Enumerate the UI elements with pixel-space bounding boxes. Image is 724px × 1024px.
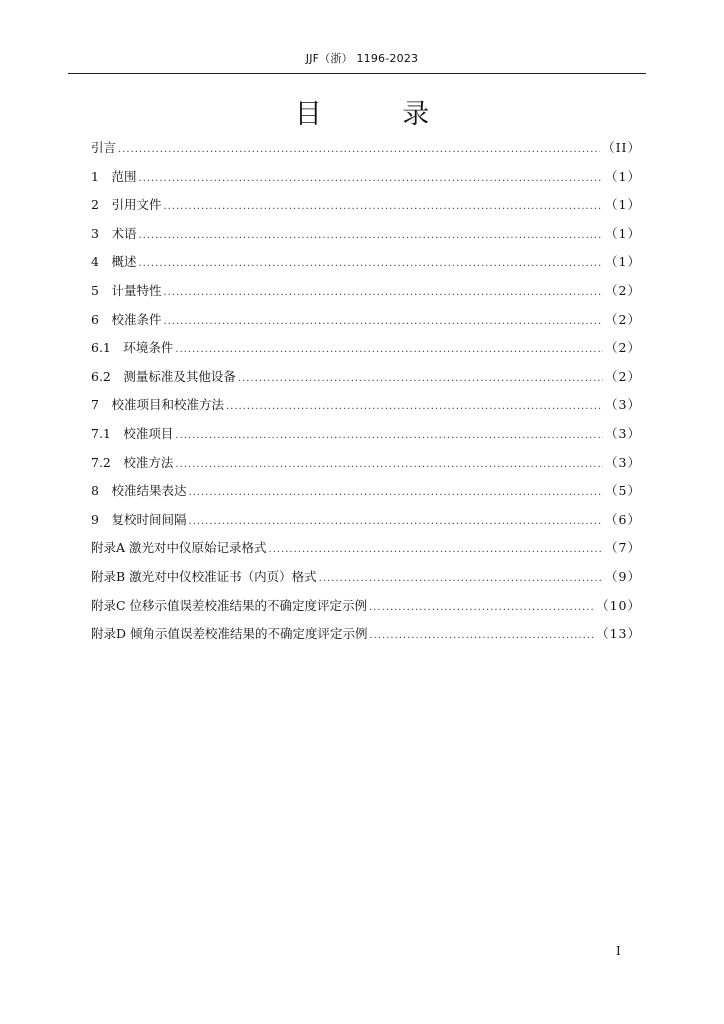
toc-entry-label: 8 校准结果表达 bbox=[91, 483, 187, 499]
toc-leader-dots bbox=[226, 393, 603, 422]
toc-entry-label: 附录C 位移示值误差校准结果的不确定度评定示例 bbox=[91, 597, 368, 613]
toc-entry-label: 5 计量特性 bbox=[91, 282, 162, 298]
table-of-contents bbox=[91, 134, 641, 649]
document-code-header: JJF（浙） 1196-2023 bbox=[305, 52, 419, 65]
toc-entry[interactable] bbox=[91, 620, 641, 649]
toc-entry-label: 6.2 测量标准及其他设备 bbox=[91, 368, 236, 384]
toc-leader-dots bbox=[319, 565, 603, 594]
toc-leader-dots bbox=[163, 193, 603, 222]
toc-entry[interactable] bbox=[91, 420, 641, 449]
toc-leader-dots bbox=[118, 136, 600, 165]
toc-entry[interactable] bbox=[91, 191, 641, 220]
toc-entry-label: 7.1 校准项目 bbox=[91, 425, 174, 441]
toc-leader-dots bbox=[138, 165, 603, 194]
toc-entry-label: 9 复校时间间隔 bbox=[91, 511, 187, 527]
toc-leader-dots bbox=[138, 222, 603, 251]
toc-entry-label: 6.1 环境条件 bbox=[91, 340, 174, 356]
toc-entry-page: （13） bbox=[596, 626, 641, 642]
toc-entry-label: 附录D 倾角示值误差校准结果的不确定度评定示例 bbox=[91, 626, 368, 642]
toc-entry-label: 附录B 激光对中仪校准证书（内页）格式 bbox=[91, 568, 317, 584]
toc-entry[interactable] bbox=[91, 391, 641, 420]
toc-entry[interactable] bbox=[91, 277, 641, 306]
toc-entry[interactable] bbox=[91, 477, 641, 506]
toc-entry-label: 1 范围 bbox=[91, 168, 137, 184]
toc-entry-page: （7） bbox=[605, 540, 641, 556]
toc-entry-page: （9） bbox=[605, 568, 641, 584]
toc-leader-dots bbox=[188, 508, 603, 537]
toc-entry-page: （2） bbox=[605, 368, 641, 384]
toc-leader-dots bbox=[269, 536, 604, 565]
toc-entry-page: （3） bbox=[605, 397, 641, 413]
toc-leader-dots bbox=[369, 594, 594, 623]
toc-entry[interactable] bbox=[91, 506, 641, 535]
toc-entry-page: （5） bbox=[605, 483, 641, 499]
toc-entry-label: 引言 bbox=[91, 140, 117, 155]
toc-entry-page: （6） bbox=[605, 511, 641, 527]
page-number: I bbox=[616, 944, 621, 958]
header-rule bbox=[68, 73, 646, 74]
toc-entry[interactable] bbox=[91, 534, 641, 563]
toc-leader-dots bbox=[370, 622, 595, 651]
toc-entry[interactable] bbox=[91, 334, 641, 363]
toc-entry-label: 3 术语 bbox=[91, 225, 137, 241]
toc-leader-dots bbox=[163, 279, 603, 308]
toc-leader-dots bbox=[188, 479, 603, 508]
toc-entry[interactable] bbox=[91, 592, 641, 621]
toc-entry-label: 6 校准条件 bbox=[91, 311, 162, 327]
toc-entry-page: （1） bbox=[605, 254, 641, 270]
toc-entry[interactable] bbox=[91, 306, 641, 335]
toc-entry-page: （1） bbox=[605, 225, 641, 241]
toc-entry-page: （2） bbox=[605, 340, 641, 356]
toc-entry-label: 附录A 激光对中仪原始记录格式 bbox=[91, 540, 267, 556]
toc-entry-label: 4 概述 bbox=[91, 254, 137, 270]
toc-entry-page: （2） bbox=[605, 311, 641, 327]
toc-leader-dots bbox=[138, 250, 603, 279]
toc-entry[interactable] bbox=[91, 363, 641, 392]
toc-entry-page: （10） bbox=[596, 597, 641, 613]
toc-leader-dots bbox=[163, 308, 603, 337]
toc-entry-label: 7 校准项目和校准方法 bbox=[91, 397, 224, 413]
toc-entry[interactable] bbox=[91, 134, 641, 163]
toc-entry[interactable] bbox=[91, 563, 641, 592]
toc-entry-label: 7.2 校准方法 bbox=[91, 454, 174, 470]
toc-entry[interactable] bbox=[91, 248, 641, 277]
toc-entry-page: （II） bbox=[602, 140, 641, 155]
toc-entry-page: （1） bbox=[605, 168, 641, 184]
toc-leader-dots bbox=[175, 451, 603, 480]
toc-entry[interactable] bbox=[91, 449, 641, 478]
toc-entry-page: （1） bbox=[605, 197, 641, 213]
toc-entry-page: （3） bbox=[605, 454, 641, 470]
toc-entry[interactable] bbox=[91, 220, 641, 249]
toc-leader-dots bbox=[175, 336, 603, 365]
toc-leader-dots bbox=[238, 365, 603, 394]
toc-entry-label: 2 引用文件 bbox=[91, 197, 162, 213]
toc-entry[interactable] bbox=[91, 163, 641, 192]
page-title: 目 录 bbox=[294, 99, 466, 130]
toc-leader-dots bbox=[175, 422, 603, 451]
toc-entry-page: （2） bbox=[605, 282, 641, 298]
toc-entry-page: （3） bbox=[605, 425, 641, 441]
